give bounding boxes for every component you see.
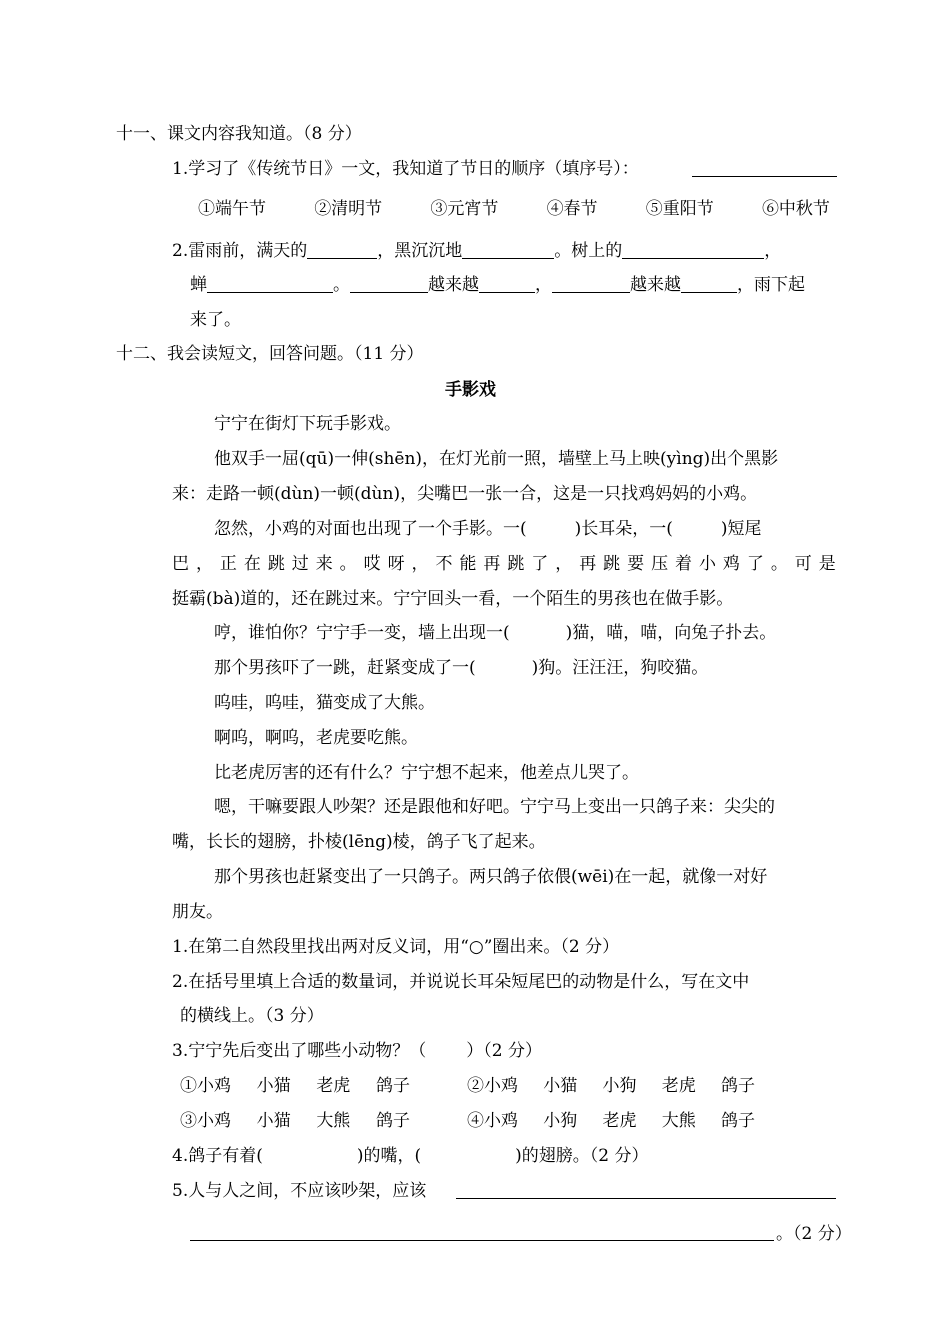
- option-word: 鸽子: [375, 1111, 410, 1131]
- s12-q2-line1: 2.在括号里填上合适的数量词，并说说长耳朵短尾巴的动物是什么，写在文中: [172, 972, 750, 992]
- s11-q2-text: 蝉: [190, 275, 207, 295]
- s12-q1: 1.在第二自然段里找出两对反义词，用“○”圈出来。（2 分）: [172, 937, 620, 957]
- char: 跳: [603, 554, 621, 574]
- option-word: 小猫: [543, 1076, 578, 1096]
- section-11-heading: 十一、课文内容我知道。（8 分）: [116, 124, 362, 144]
- s12-q5-answer-blank[interactable]: [190, 1222, 774, 1241]
- char: 在: [243, 554, 261, 574]
- s11-q2-blank[interactable]: [307, 240, 377, 259]
- char: 了: [746, 554, 764, 574]
- char: 能: [459, 554, 477, 574]
- s12-q3-text: 3.宁宁先后变出了哪些小动物？（: [172, 1041, 427, 1061]
- option-word: ③小鸡: [180, 1111, 231, 1131]
- s12-q3-option-4: [467, 1109, 755, 1133]
- s12-q4: [172, 1144, 648, 1168]
- story-text: 哼，谁怕你？宁宁手一变，墙上出现一(: [214, 623, 510, 643]
- story-paragraph-line: 那个男孩也赶紧变出了一只鸽子。两只鸽子依偎(wēi)在一起，就像一对好: [214, 867, 768, 887]
- char: 呀: [387, 554, 405, 574]
- story-text: )长耳朵，一(: [574, 519, 673, 539]
- s11-q2-blank[interactable]: [207, 274, 333, 293]
- char: 来: [315, 554, 333, 574]
- char: 跳: [507, 554, 525, 574]
- option-word: 老虎: [661, 1076, 696, 1096]
- s11-q2-text: ，黑沉沉地: [377, 241, 463, 261]
- option-word: ④小鸡: [467, 1111, 518, 1131]
- char: 小: [698, 554, 716, 574]
- story-text: )短尾: [720, 519, 762, 539]
- s11-q2-text: 。树上的: [554, 241, 623, 261]
- s12-q4-text: )的嘴，(: [356, 1146, 422, 1166]
- s11-q2-blank[interactable]: [622, 240, 764, 259]
- story-paragraph: 宁宁在街灯下玩手影戏。: [214, 414, 401, 434]
- char: 再: [579, 554, 597, 574]
- story-paragraph-line: 嘴，长长的翅膀，扑棱(lēng)棱，鸽子飞了起来。: [172, 832, 546, 852]
- option-word: 大熊: [316, 1111, 351, 1131]
- s11-q1-options: [198, 197, 830, 221]
- option-word: 小狗: [543, 1111, 578, 1131]
- s11-q1-option: ⑥中秋节: [761, 199, 830, 219]
- story-paragraph-line: [214, 517, 762, 541]
- s11-q1-option: ⑤重阳节: [645, 199, 714, 219]
- s11-q1-text: 1.学习了《传统节日》一文，我知道了节日的顺序（填序号）：: [172, 159, 639, 179]
- char: 过: [291, 554, 309, 574]
- s11-q2-text: 2.雷雨前，满天的: [172, 241, 308, 261]
- char: 再: [483, 554, 501, 574]
- story-text: 忽然，小鸡的对面也出现了一个手影。一(: [214, 519, 527, 539]
- s11-q2-text: 越来越: [630, 275, 681, 295]
- s11-q2-text: ，: [535, 275, 552, 295]
- option-word: 小猫: [256, 1076, 291, 1096]
- s11-q1-answer-blank[interactable]: [692, 158, 837, 177]
- s11-q2-line2: [190, 273, 805, 297]
- story-paragraph: 啊呜，啊呜，老虎要吃熊。: [214, 728, 418, 748]
- char: 正: [219, 554, 237, 574]
- option-word: 鸽子: [375, 1076, 410, 1096]
- s11-q2-blank[interactable]: [462, 240, 554, 259]
- char: ，: [555, 554, 573, 574]
- story-paragraph-line: 来：走路一顿(dùn)一顿(dùn)，尖嘴巴一张一合，这是一只找鸡妈妈的小鸡。: [172, 484, 758, 504]
- story-paragraph-line-justified: [172, 552, 836, 576]
- s11-q2-line1: [172, 239, 781, 263]
- s12-q3-option-3: [180, 1109, 410, 1133]
- s11-q1-option: ②清明节: [314, 199, 383, 219]
- char: 压: [651, 554, 669, 574]
- char: 鸡: [722, 554, 740, 574]
- char: 巴: [172, 554, 189, 574]
- char: ，: [195, 554, 213, 574]
- option-word: 老虎: [602, 1111, 637, 1131]
- story-text: 那个男孩吓了一跳，赶紧变成了一(: [214, 658, 476, 678]
- s11-q2-text: ，: [764, 241, 782, 261]
- option-word: 鸽子: [721, 1111, 755, 1131]
- s11-q1-option: ④春节: [546, 199, 598, 219]
- story-paragraph-line: [214, 621, 776, 645]
- char: 。: [770, 554, 788, 574]
- char: 了: [531, 554, 549, 574]
- story-paragraph-line: 他双手一屈(qū)一伸(shēn)，在灯光前一照，墙壁上马上映(yìng)出个黑影: [214, 449, 779, 469]
- story-paragraph-line: 挺霸(bà)道的，还在跳过来。宁宁回头一看，一个陌生的男孩也在做手影。: [172, 589, 734, 609]
- s11-q2-blank[interactable]: [479, 274, 535, 293]
- s11-q2-blank[interactable]: [350, 274, 428, 293]
- char: 可: [794, 554, 812, 574]
- story-paragraph-line: 嗯，干嘛要跟人吵架？还是跟他和好吧。宁宁马上变出一只鸽子来：尖尖的: [214, 797, 775, 817]
- char: 要: [627, 554, 645, 574]
- s12-q3-text: ）（2 分）: [466, 1041, 542, 1061]
- story-paragraph: 比老虎厉害的还有什么？宁宁想不起来，他差点儿哭了。: [214, 763, 639, 783]
- s11-q2-text: 越来越: [428, 275, 479, 295]
- char: 哎: [363, 554, 381, 574]
- s11-q2-blank[interactable]: [552, 274, 630, 293]
- option-word: ②小鸡: [467, 1076, 518, 1096]
- s12-q2-line2: 的横线上。（3 分）: [180, 1006, 324, 1026]
- option-word: ①小鸡: [180, 1076, 231, 1096]
- char: 着: [675, 554, 693, 574]
- section-12-heading: 十二、我会读短文，回答问题。（11 分）: [116, 344, 424, 364]
- char: 是: [818, 554, 836, 574]
- option-word: 老虎: [316, 1076, 351, 1096]
- s11-q2-blank[interactable]: [681, 274, 737, 293]
- s11-q2-line3: 来了。: [190, 310, 241, 330]
- option-word: 小猫: [256, 1111, 291, 1131]
- option-word: 小狗: [602, 1076, 637, 1096]
- char: 跳: [267, 554, 285, 574]
- option-word: 大熊: [661, 1111, 696, 1131]
- story-title: 手影戏: [445, 380, 496, 400]
- s11-q1-option: ③元宵节: [430, 199, 499, 219]
- s12-q3-option-1: [180, 1074, 410, 1098]
- s11-q2-text: ，雨下起: [737, 275, 805, 295]
- s12-q3: [172, 1039, 542, 1063]
- char: 不: [435, 554, 453, 574]
- s11-q1-option: ①端午节: [198, 199, 266, 219]
- s12-q4-text: )的翅膀。（2 分）: [515, 1146, 649, 1166]
- story-paragraph-line: [214, 656, 708, 680]
- story-text: )猫，喵，喵，向兔子扑去。: [565, 623, 777, 643]
- s12-q4-text: 4.鸽子有着(: [172, 1146, 263, 1166]
- s12-q5-line1: 5.人与人之间，不应该吵架，应该: [172, 1181, 427, 1201]
- char: ，: [411, 554, 429, 574]
- story-text: )狗。汪汪汪，狗咬猫。: [531, 658, 709, 678]
- s12-q3-option-2: [467, 1074, 755, 1098]
- option-word: 鸽子: [721, 1076, 755, 1096]
- story-paragraph-line: 朋友。: [172, 902, 223, 922]
- s12-q5-score: 。（2 分）: [776, 1224, 852, 1244]
- s11-q2-text: 。: [333, 275, 350, 295]
- s12-q5-answer-blank[interactable]: [456, 1180, 836, 1199]
- char: 。: [339, 554, 357, 574]
- story-paragraph: 呜哇，呜哇，猫变成了大熊。: [214, 693, 435, 713]
